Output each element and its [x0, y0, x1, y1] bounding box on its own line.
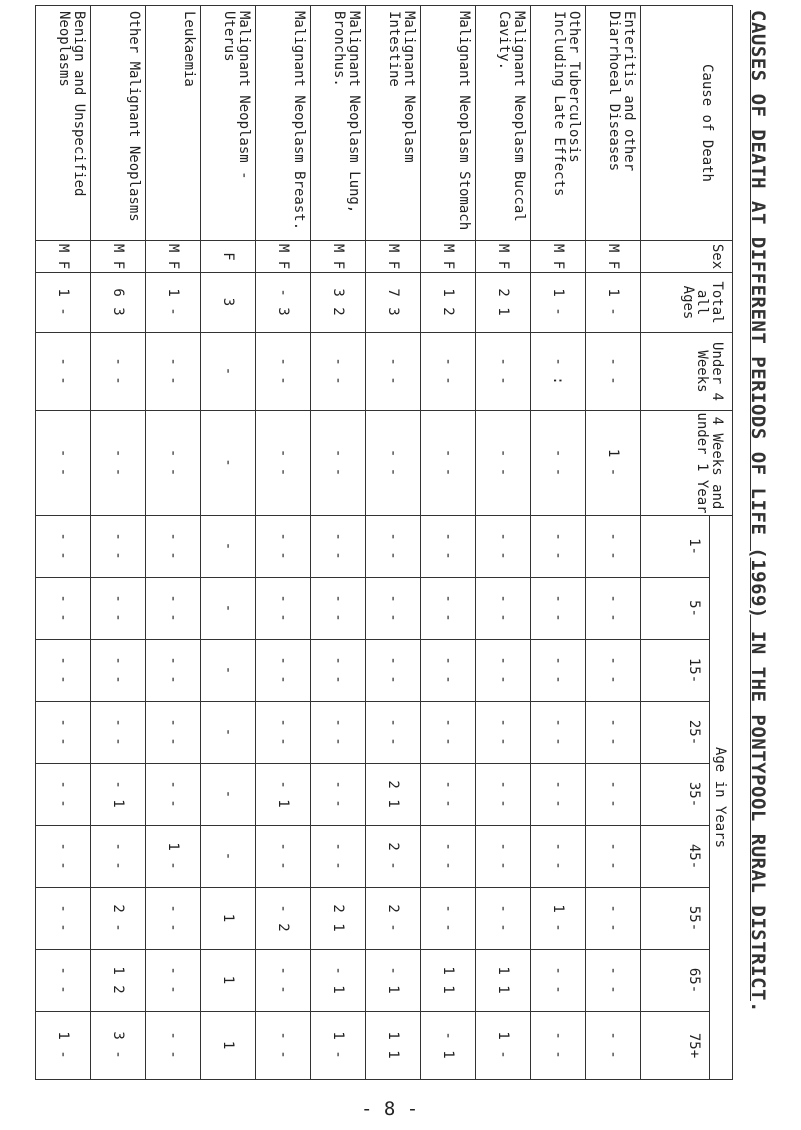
table-row — [476, 6, 531, 1080]
age-band-cell: - - — [586, 764, 641, 826]
total-cell: - 3 — [256, 273, 311, 333]
age-band-cell: - - — [366, 578, 421, 640]
cause-cell: Malignant Neoplasm - Uterus — [201, 6, 256, 241]
cause-cell: Malignant Neoplasm Buccal Cavity. — [476, 6, 531, 241]
under-4-weeks-cell: - - — [586, 333, 641, 411]
age-band-cell: - - — [36, 640, 91, 702]
age-band-cell: 2 1 — [311, 888, 366, 950]
total-cell: 1 2 — [421, 273, 476, 333]
age-band-cell: - - — [366, 702, 421, 764]
age-band-cell: - 1 — [256, 764, 311, 826]
age-band-cell: - - — [91, 578, 146, 640]
age-band-cell: - - — [146, 950, 201, 1012]
age-band-cell: 1 - — [476, 1012, 531, 1080]
age-band-cell: 1 — [201, 950, 256, 1012]
under-4-weeks-cell: - - — [476, 333, 531, 411]
sex-cell: M F — [476, 241, 531, 273]
under-4-weeks-cell: - : — [531, 333, 586, 411]
weeks4-year1-cell: - - — [421, 411, 476, 516]
age-band-cell: - - — [476, 640, 531, 702]
weeks4-year1-cell: - — [201, 411, 256, 516]
age-band-cell: - - — [586, 640, 641, 702]
age-band-cell: - - — [146, 702, 201, 764]
age-band-cell: - - — [586, 578, 641, 640]
age-band-cell: - - — [146, 640, 201, 702]
age-band-cell: 1 2 — [91, 950, 146, 1012]
sex-cell: M F — [256, 241, 311, 273]
cause-cell: Malignant Neoplasm Breast. — [256, 6, 311, 241]
age-band-cell: - - — [531, 950, 586, 1012]
age-band-cell: - - — [421, 826, 476, 888]
age-band-cell: - - — [421, 888, 476, 950]
header-age-band: 15- — [641, 640, 710, 702]
age-band-cell: - - — [36, 578, 91, 640]
age-band-cell: - - — [311, 578, 366, 640]
age-band-cell: 2 - — [366, 888, 421, 950]
age-band-cell: - 1 — [366, 950, 421, 1012]
header-sex: Sex — [641, 241, 733, 273]
age-band-cell: - - — [476, 578, 531, 640]
under-4-weeks-cell: - - — [311, 333, 366, 411]
under-4-weeks-cell: - - — [36, 333, 91, 411]
header-age-band: 45- — [641, 826, 710, 888]
age-band-cell: - - — [586, 516, 641, 578]
age-band-cell: - - — [311, 702, 366, 764]
cause-cell: Leukaemia — [146, 6, 201, 241]
total-cell: 1 - — [531, 273, 586, 333]
age-band-cell: - - — [146, 888, 201, 950]
age-band-cell: - - — [421, 640, 476, 702]
age-band-cell: - 2 — [256, 888, 311, 950]
header-age-band: 65- — [641, 950, 710, 1012]
weeks4-year1-cell: - - — [366, 411, 421, 516]
weeks4-year1-cell: - - — [256, 411, 311, 516]
age-band-cell: - - — [91, 640, 146, 702]
table-row — [146, 6, 201, 1080]
header-age-band: 55- — [641, 888, 710, 950]
age-band-cell: - - — [146, 764, 201, 826]
age-band-cell: 1 - — [531, 888, 586, 950]
age-band-cell: - - — [421, 516, 476, 578]
table-row — [421, 6, 476, 1080]
header-4-weeks-under-1-year: 4 Weeks and under 1 Year — [641, 411, 733, 516]
cause-cell: Benign and Unspecified Neoplasms — [36, 6, 91, 241]
cause-cell: Malignant Neoplasm Intestine — [366, 6, 421, 241]
page-title — [747, 10, 769, 1013]
age-band-cell: - - — [531, 578, 586, 640]
table-row — [366, 6, 421, 1080]
age-band-cell: 1 1 — [476, 950, 531, 1012]
age-band-cell: - — [201, 578, 256, 640]
title-district: PONTYPOOL RURAL DISTRICT — [747, 714, 769, 1001]
age-band-cell: - - — [421, 702, 476, 764]
total-cell: 7 3 — [366, 273, 421, 333]
age-band-cell: - - — [256, 640, 311, 702]
title-text: CAUSES OF DEATH AT DIFFERENT PERIODS OF LIFE (1969) IN THE — [747, 10, 769, 715]
age-band-cell: - - — [476, 888, 531, 950]
header-age-band: 1- — [641, 516, 710, 578]
table-row — [36, 6, 91, 1080]
total-cell: 3 — [201, 273, 256, 333]
age-band-cell: - - — [36, 516, 91, 578]
table-row — [311, 6, 366, 1080]
age-band-cell: - - — [311, 826, 366, 888]
cause-cell: Enteritis and other Diarrhoeal Diseases — [586, 6, 641, 241]
under-4-weeks-cell: - — [201, 333, 256, 411]
sex-cell: M F — [366, 241, 421, 273]
sex-cell: M F — [531, 241, 586, 273]
header-age-band: 25- — [641, 702, 710, 764]
age-band-cell: - - — [476, 516, 531, 578]
age-band-cell: - - — [586, 888, 641, 950]
cause-cell: Other Tuberculosis Including Late Effects — [531, 6, 586, 241]
age-band-cell: - — [201, 702, 256, 764]
age-band-cell: - - — [476, 764, 531, 826]
age-band-cell: 1 - — [311, 1012, 366, 1080]
age-band-cell: - 1 — [421, 1012, 476, 1080]
under-4-weeks-cell: - - — [146, 333, 201, 411]
age-band-cell: - - — [586, 950, 641, 1012]
under-4-weeks-cell: - - — [421, 333, 476, 411]
age-band-cell: - - — [256, 702, 311, 764]
age-band-cell: - - — [146, 1012, 201, 1080]
age-band-cell: - - — [311, 640, 366, 702]
age-band-cell: - - — [256, 950, 311, 1012]
sex-cell: M F — [421, 241, 476, 273]
age-band-cell: 1 - — [146, 826, 201, 888]
age-band-cell: - - — [586, 702, 641, 764]
age-band-cell: - - — [421, 578, 476, 640]
age-band-cell: 1 1 — [421, 950, 476, 1012]
weeks4-year1-cell: - - — [91, 411, 146, 516]
cause-cell: Malignant Neoplasm Lung, Bronchus. — [311, 6, 366, 241]
sex-cell: M F — [586, 241, 641, 273]
age-band-cell: 2 1 — [366, 764, 421, 826]
age-band-cell: - — [201, 826, 256, 888]
total-cell: 2 1 — [476, 273, 531, 333]
header-age-band: 5- — [641, 578, 710, 640]
total-cell: 6 3 — [91, 273, 146, 333]
weeks4-year1-cell: - - — [146, 411, 201, 516]
header-total-all-ages: Total all Ages — [641, 273, 733, 333]
age-band-cell: - - — [531, 1012, 586, 1080]
age-band-cell: - - — [311, 516, 366, 578]
header-age-band: 75+ — [641, 1012, 710, 1080]
age-band-cell: - - — [311, 764, 366, 826]
title-suffix: . — [747, 1000, 769, 1013]
age-band-cell: - - — [146, 516, 201, 578]
age-band-cell: - - — [476, 702, 531, 764]
weeks4-year1-cell: - - — [531, 411, 586, 516]
weeks4-year1-cell: - - — [311, 411, 366, 516]
age-band-cell: - - — [256, 516, 311, 578]
total-cell: 1 - — [146, 273, 201, 333]
age-band-cell: - - — [586, 1012, 641, 1080]
age-band-cell: - - — [476, 826, 531, 888]
weeks4-year1-cell: - - — [476, 411, 531, 516]
causes-of-death-table — [35, 5, 733, 1080]
age-band-cell: 1 — [201, 888, 256, 950]
age-band-cell: - - — [91, 516, 146, 578]
age-band-cell: - - — [256, 578, 311, 640]
age-band-cell: 1 - — [36, 1012, 91, 1080]
age-band-cell: - - — [36, 888, 91, 950]
age-band-cell: - - — [531, 826, 586, 888]
age-band-cell: 2 - — [91, 888, 146, 950]
age-band-cell: - 1 — [91, 764, 146, 826]
age-band-cell: 2 - — [366, 826, 421, 888]
age-band-cell: - 1 — [311, 950, 366, 1012]
age-band-cell: 1 1 — [366, 1012, 421, 1080]
age-band-cell: - - — [36, 950, 91, 1012]
age-band-cell: - - — [256, 1012, 311, 1080]
header-age-band: 35- — [641, 764, 710, 826]
under-4-weeks-cell: - - — [366, 333, 421, 411]
age-band-cell: - - — [531, 702, 586, 764]
header-cause-of-death: Cause of Death — [641, 6, 733, 241]
sex-cell: M F — [311, 241, 366, 273]
page-number: - 8 - — [361, 1098, 419, 1120]
table-row — [91, 6, 146, 1080]
table-row — [201, 6, 256, 1080]
age-band-cell: - - — [586, 826, 641, 888]
age-band-cell: - - — [36, 702, 91, 764]
under-4-weeks-cell: - - — [91, 333, 146, 411]
age-band-cell: - — [201, 516, 256, 578]
table-row — [531, 6, 586, 1080]
age-band-cell: - - — [531, 764, 586, 826]
age-band-cell: - — [201, 764, 256, 826]
age-band-cell: - — [201, 640, 256, 702]
age-band-cell: - - — [36, 826, 91, 888]
weeks4-year1-cell: - - — [36, 411, 91, 516]
sex-cell: F — [201, 241, 256, 273]
age-band-cell: - - — [531, 516, 586, 578]
age-band-cell: 3 - — [91, 1012, 146, 1080]
header-age-in-years: Age in Years — [710, 516, 733, 1080]
weeks4-year1-cell: 1 - — [586, 411, 641, 516]
age-band-cell: - - — [366, 516, 421, 578]
age-band-cell: - - — [146, 578, 201, 640]
total-cell: 1 - — [36, 273, 91, 333]
sex-cell: M F — [36, 241, 91, 273]
age-band-cell: - - — [91, 826, 146, 888]
cause-cell: Other Malignant Neoplasms — [91, 6, 146, 241]
age-band-cell: - - — [91, 702, 146, 764]
table-row — [256, 6, 311, 1080]
under-4-weeks-cell: - - — [256, 333, 311, 411]
age-band-cell: - - — [531, 640, 586, 702]
sex-cell: M F — [91, 241, 146, 273]
age-band-cell: - - — [366, 640, 421, 702]
total-cell: 3 2 — [311, 273, 366, 333]
total-cell: 1 - — [586, 273, 641, 333]
table-row — [586, 6, 641, 1080]
age-band-cell: - - — [421, 764, 476, 826]
header-under-4-weeks: Under 4 Weeks — [641, 333, 733, 411]
age-band-cell: 1 — [201, 1012, 256, 1080]
age-band-cell: - - — [36, 764, 91, 826]
age-band-cell: - - — [256, 826, 311, 888]
cause-cell: Malignant Neoplasm Stomach — [421, 6, 476, 241]
sex-cell: M F — [146, 241, 201, 273]
